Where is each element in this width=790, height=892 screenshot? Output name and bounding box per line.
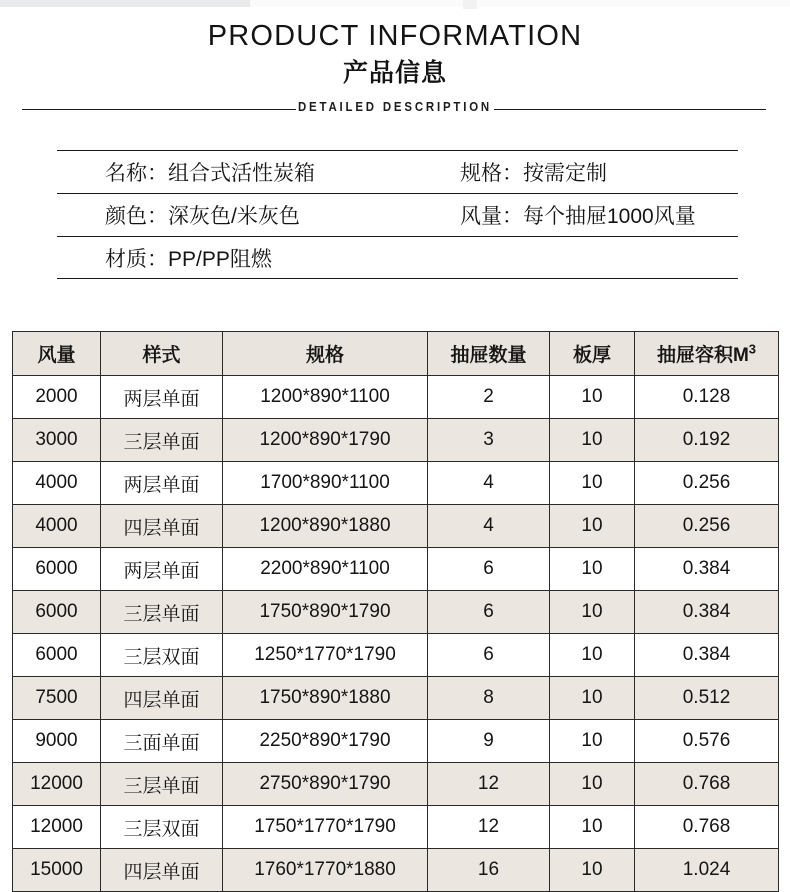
table-row: [13, 720, 779, 763]
table-row: [13, 591, 779, 634]
cell-drawers: 6: [428, 548, 550, 591]
cell-style: 三层单面: [101, 419, 223, 462]
table-row: [13, 462, 779, 505]
cell-volume: 0.384: [635, 548, 779, 591]
cell-style: 三层双面: [101, 806, 223, 849]
spec-row: [57, 236, 738, 279]
cell-spec: 1750*1770*1790: [223, 806, 428, 849]
cell-airflow: 12000: [13, 763, 101, 806]
cell-spec: 2750*890*1790: [223, 763, 428, 806]
cell-volume: 0.576: [635, 720, 779, 763]
table-row: [13, 806, 779, 849]
cell-airflow: 4000: [13, 462, 101, 505]
cell-airflow: 3000: [13, 419, 101, 462]
cell-spec: 1760*1770*1880: [223, 849, 428, 892]
cell-style: 四层单面: [101, 677, 223, 720]
cell-spec: 1250*1770*1790: [223, 634, 428, 677]
cell-airflow: 2000: [13, 376, 101, 419]
cell-thickness: 10: [550, 462, 635, 505]
cell-drawers: 8: [428, 677, 550, 720]
cell-drawers: 6: [428, 591, 550, 634]
cell-style: 三层单面: [101, 763, 223, 806]
cell-drawers: 4: [428, 462, 550, 505]
table-row: [13, 849, 779, 892]
spec-box: [57, 150, 738, 279]
cell-airflow: 12000: [13, 806, 101, 849]
cell-volume: 0.256: [635, 462, 779, 505]
cell-drawers: 6: [428, 634, 550, 677]
page-header: [0, 18, 790, 119]
cell-spec: 1700*890*1100: [223, 462, 428, 505]
table-header: [13, 332, 779, 376]
col-header-spec: 规格: [223, 332, 428, 376]
cell-style: 两层单面: [101, 462, 223, 505]
cell-spec: 2200*890*1100: [223, 548, 428, 591]
spec-color: 颜色：深灰色/米灰色: [105, 205, 300, 228]
cell-volume: 0.384: [635, 634, 779, 677]
cell-drawers: 12: [428, 763, 550, 806]
cell-style: 两层单面: [101, 376, 223, 419]
cell-drawers: 16: [428, 849, 550, 892]
cell-thickness: 10: [550, 763, 635, 806]
page-title-cn: 产品信息: [342, 59, 447, 88]
spec-name: 名称：组合式活性炭箱: [105, 162, 315, 185]
col-header-volume-text: 抽屉容积M: [656, 345, 749, 366]
page-title-en: PRODUCT INFORMATION: [207, 20, 583, 52]
col-header-volume: [635, 332, 779, 376]
cell-thickness: 10: [550, 677, 635, 720]
cell-drawers: 4: [428, 505, 550, 548]
spec-material: 材质：PP/PP阻燃: [105, 247, 272, 271]
cell-spec: 2250*890*1790: [223, 720, 428, 763]
col-header-drawers: 抽屉数量: [428, 332, 550, 376]
spec-row: [57, 193, 738, 236]
table-row: [13, 548, 779, 591]
col-header-style: 样式: [101, 332, 223, 376]
cell-style: 四层单面: [101, 505, 223, 548]
cell-style: 两层单面: [101, 548, 223, 591]
cell-drawers: 2: [428, 376, 550, 419]
table-body: [13, 376, 779, 892]
cell-volume: 0.192: [635, 419, 779, 462]
top-notch: [463, 0, 477, 9]
cell-style: 四层单面: [101, 849, 223, 892]
cell-volume: 0.256: [635, 505, 779, 548]
table-row: [13, 376, 779, 419]
page-subtitle-en: DETAILED DESCRIPTION: [297, 98, 493, 114]
subtitle-divider: [0, 99, 790, 119]
cell-thickness: 10: [550, 376, 635, 419]
top-strip-left: [0, 0, 250, 7]
cell-thickness: 10: [550, 849, 635, 892]
col-header-volume-superscript: 3: [748, 341, 757, 357]
table-row: [13, 763, 779, 806]
table-row: [13, 677, 779, 720]
cell-thickness: 10: [550, 419, 635, 462]
cell-airflow: 6000: [13, 634, 101, 677]
top-strip-right: [250, 0, 790, 7]
col-header-thickness: 板厚: [550, 332, 635, 376]
cell-style: 三层双面: [101, 634, 223, 677]
spec-row: [57, 150, 738, 193]
cell-style: 三层单面: [101, 591, 223, 634]
table-row: [13, 505, 779, 548]
cell-spec: 1750*890*1880: [223, 677, 428, 720]
product-spec-table: [12, 331, 779, 892]
cell-drawers: 12: [428, 806, 550, 849]
cell-airflow: 15000: [13, 849, 101, 892]
cell-airflow: 7500: [13, 677, 101, 720]
col-header-airflow: 风量: [13, 332, 101, 376]
cell-thickness: 10: [550, 634, 635, 677]
cell-airflow: 6000: [13, 591, 101, 634]
cell-thickness: 10: [550, 505, 635, 548]
cell-thickness: 10: [550, 548, 635, 591]
cell-thickness: 10: [550, 720, 635, 763]
cell-drawers: 3: [428, 419, 550, 462]
cell-style: 三面单面: [101, 720, 223, 763]
table-row: [13, 634, 779, 677]
cell-volume: 1.024: [635, 849, 779, 892]
cell-spec: 1200*890*1880: [223, 505, 428, 548]
spec-airflow: 风量：每个抽屉1000风量: [460, 205, 696, 228]
cell-volume: 0.768: [635, 806, 779, 849]
cell-volume: 0.512: [635, 677, 779, 720]
cell-volume: 0.384: [635, 591, 779, 634]
cell-thickness: 10: [550, 591, 635, 634]
cell-thickness: 10: [550, 806, 635, 849]
table-header-row: [13, 332, 779, 376]
cell-spec: 1750*890*1790: [223, 591, 428, 634]
cell-drawers: 9: [428, 720, 550, 763]
cell-airflow: 6000: [13, 548, 101, 591]
spec-size: 规格：按需定制: [460, 162, 607, 185]
cell-airflow: 9000: [13, 720, 101, 763]
table-row: [13, 419, 779, 462]
cell-volume: 0.768: [635, 763, 779, 806]
cell-spec: 1200*890*1790: [223, 419, 428, 462]
cell-spec: 1200*890*1100: [223, 376, 428, 419]
cell-volume: 0.128: [635, 376, 779, 419]
cell-airflow: 4000: [13, 505, 101, 548]
